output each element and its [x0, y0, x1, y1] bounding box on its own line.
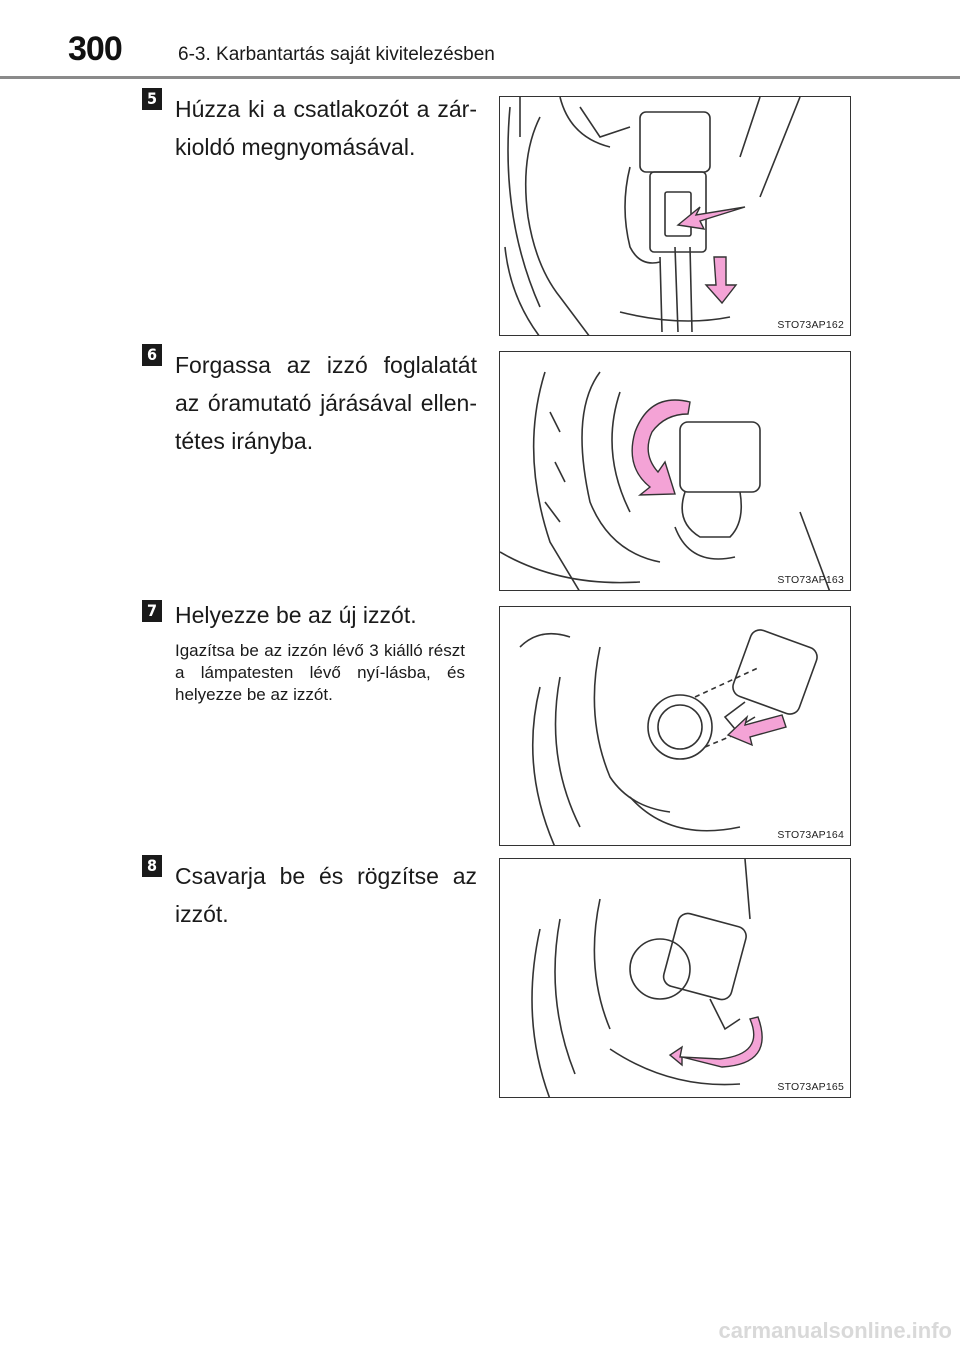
- step-number-badge: 8: [142, 855, 162, 877]
- watermark: carmanualsonline.info: [718, 1318, 952, 1343]
- page-header: [0, 0, 960, 80]
- step-number-badge: 6: [142, 344, 162, 366]
- step-note: Igazítsa be az izzón lévő 3 kiálló részt a lámpatesten lévő nyí-lásba, és helyezze be az izzót.: [175, 641, 465, 704]
- new-bulb-illustration: [500, 607, 851, 846]
- socket-illustration: [500, 352, 851, 591]
- secure-bulb-illustration: [500, 859, 851, 1098]
- page-number: 300: [68, 30, 122, 68]
- step-instruction: Csavarja be és rögzítse az izzót.: [175, 863, 477, 927]
- connector-illustration: [500, 97, 851, 336]
- figure-code: STO73AP162: [777, 319, 844, 331]
- figure-code: STO73AP164: [777, 829, 844, 841]
- figure-code: STO73AP165: [777, 1081, 844, 1093]
- step-instruction: Húzza ki a csatlakozót a zár-kioldó megnyomásával.: [175, 96, 477, 160]
- step-number-badge: 5: [142, 88, 162, 110]
- header-divider: [0, 76, 960, 79]
- section-title: 6-3. Karbantartás saját kivitelezésben: [178, 44, 495, 65]
- step-number-badge: 7: [142, 600, 162, 622]
- figure-disconnect-connector: [499, 96, 851, 336]
- figure-secure-bulb: [499, 858, 851, 1098]
- figure-rotate-socket: [499, 351, 851, 591]
- figure-code: STO73AP163: [777, 574, 844, 586]
- step-instruction: Forgassa az izzó foglalatát az óramutató járásával ellen-tétes irányba.: [175, 352, 477, 454]
- figure-insert-new-bulb: [499, 606, 851, 846]
- step-instruction: Helyezze be az új izzót.: [175, 602, 417, 628]
